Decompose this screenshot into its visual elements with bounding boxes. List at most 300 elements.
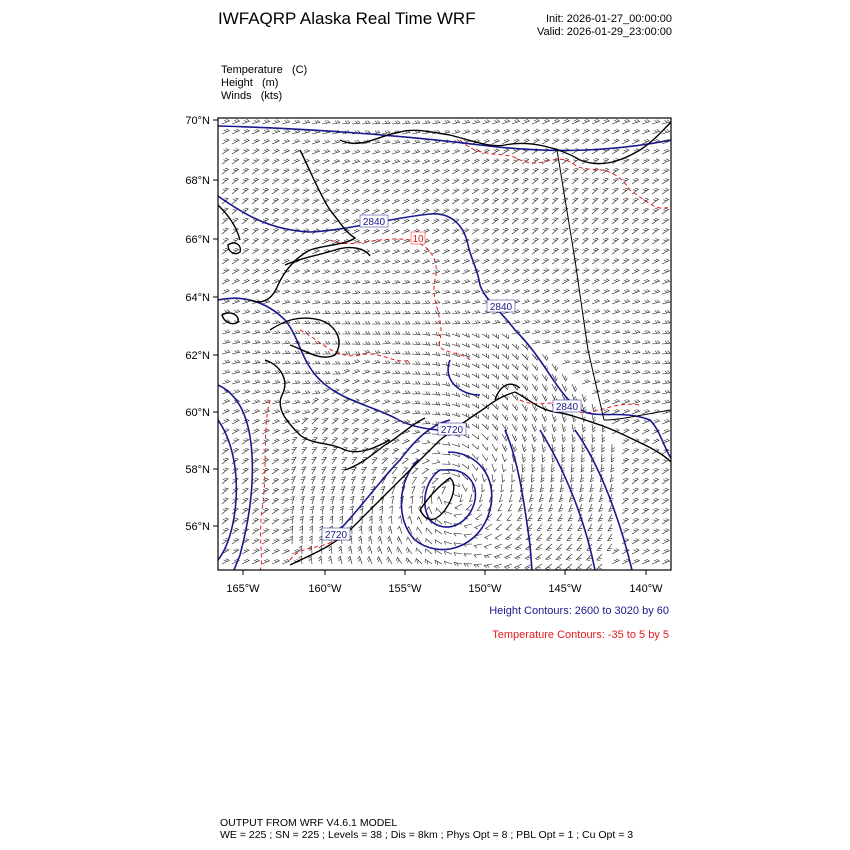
- wind-barb: [602, 228, 608, 234]
- wind-barb: [435, 550, 442, 554]
- wind-barb: [652, 159, 659, 164]
- wind-barb: [372, 380, 380, 384]
- wind-barb: [652, 488, 659, 494]
- wind-barb: [371, 477, 376, 484]
- wind-barb: [452, 363, 460, 367]
- field-name: Temperature: [221, 64, 283, 76]
- wind-barb: [242, 488, 248, 494]
- wind-barb: [380, 506, 383, 514]
- wind-barb: [572, 218, 578, 224]
- wind-barb: [382, 270, 390, 274]
- wind-barb: [542, 424, 547, 432]
- wind-barb: [312, 120, 320, 124]
- wind-barb: [301, 487, 305, 495]
- wind-barb: [477, 504, 482, 511]
- wind-barb: [632, 218, 638, 224]
- wind-barb: [542, 178, 548, 184]
- wind-barb: [522, 330, 530, 334]
- wind-barb: [342, 249, 349, 254]
- wind-barb: [382, 229, 389, 234]
- wind-barb: [422, 372, 430, 375]
- wind-barb: [282, 351, 290, 354]
- wind-barb: [252, 508, 258, 514]
- wind-barb: [462, 279, 470, 284]
- wind-barb: [362, 438, 368, 444]
- wind-barb: [362, 350, 370, 354]
- wind-barb: [608, 524, 613, 531]
- wind-barb: [602, 139, 609, 144]
- temperature-contour: [260, 400, 270, 570]
- wind-barb: [436, 508, 442, 514]
- wind-barb: [282, 120, 290, 124]
- wind-barb: [422, 478, 427, 484]
- wind-barb: [522, 464, 525, 472]
- wind-barb: [351, 467, 356, 474]
- wind-barb: [472, 179, 479, 185]
- wind-barb: [572, 139, 579, 144]
- wind-barb: [242, 129, 249, 134]
- wind-barb: [252, 178, 259, 184]
- wind-barb: [472, 333, 479, 338]
- temperature-contour-note: Temperature Contours: -35 to 5 by 5: [492, 629, 669, 641]
- wind-barb: [232, 419, 239, 424]
- wind-barb: [642, 549, 649, 554]
- wind-barb: [602, 340, 610, 344]
- wind-barb: [652, 360, 660, 364]
- wind-barb: [642, 439, 649, 444]
- wind-barb: [422, 332, 430, 336]
- wind-barb: [312, 331, 320, 334]
- wind-barb: [232, 258, 239, 264]
- wind-barb: [512, 424, 517, 431]
- wind-barb: [342, 120, 350, 124]
- wind-barb: [222, 458, 228, 464]
- wind-barb: [642, 188, 649, 194]
- lat-axis: [213, 120, 218, 526]
- wind-barb: [592, 228, 598, 234]
- field-unit: (m): [261, 77, 279, 89]
- wind-barb: [552, 248, 558, 254]
- wind-barb: [422, 411, 430, 414]
- wind-barb: [512, 208, 518, 214]
- wind-barb: [512, 238, 518, 244]
- wind-barb: [422, 459, 429, 464]
- wind-barb: [582, 320, 590, 324]
- height-contour: [218, 126, 671, 150]
- wind-barb: [590, 474, 594, 482]
- wind-barb: [546, 554, 552, 560]
- wind-barb: [372, 311, 380, 314]
- wind-barb: [292, 139, 300, 144]
- wind-barb: [502, 188, 508, 194]
- wind-barb: [272, 300, 280, 304]
- wind-barb: [484, 564, 492, 568]
- wind-barb: [422, 440, 430, 444]
- wind-barb: [272, 249, 279, 254]
- wind-barb: [352, 448, 357, 454]
- wind-barb: [532, 208, 538, 214]
- wind-barb: [492, 139, 499, 144]
- wind-barb: [442, 442, 450, 445]
- wind-barb: [322, 311, 330, 314]
- wind-barb: [341, 487, 345, 495]
- wind-barb: [452, 343, 460, 347]
- wind-barb: [532, 139, 539, 144]
- wind-barb: [572, 370, 580, 374]
- wind-barb: [572, 384, 577, 391]
- wind-barb: [652, 351, 660, 355]
- wind-barb: [242, 340, 250, 344]
- wind-barb: [342, 331, 350, 334]
- wind-barb: [352, 331, 360, 334]
- wind-barb: [622, 448, 629, 454]
- wind-barb: [322, 408, 328, 414]
- wind-barb: [342, 369, 349, 374]
- wind-barb: [262, 478, 268, 484]
- wind-barb: [262, 350, 270, 354]
- wind-barb: [452, 249, 459, 254]
- wind-barb: [612, 330, 620, 334]
- wind-barb: [557, 524, 562, 531]
- wind-barb: [310, 496, 314, 504]
- wind-barb: [562, 258, 569, 264]
- wind-barb: [452, 269, 460, 274]
- wind-barb: [542, 238, 548, 244]
- wind-barb: [662, 331, 670, 335]
- wind-barb: [632, 139, 639, 144]
- wind-barb: [549, 494, 553, 502]
- wind-barb: [282, 169, 289, 174]
- wind-barb: [442, 332, 450, 336]
- wind-barb: [612, 380, 620, 384]
- wind-barb: [652, 120, 660, 124]
- wind-barb: [612, 129, 619, 134]
- wind-barb: [312, 448, 317, 455]
- wind-barb: [472, 169, 479, 174]
- wind-barb: [462, 363, 469, 368]
- coastline-northwest: [250, 150, 355, 302]
- wind-barb: [402, 321, 410, 324]
- wind-barb: [242, 559, 249, 564]
- wind-barb: [622, 488, 628, 494]
- wind-barb: [472, 464, 478, 470]
- wind-barb: [512, 344, 518, 349]
- wind-barb: [442, 402, 450, 406]
- wind-barb: [422, 120, 430, 124]
- wind-barb: [442, 321, 450, 324]
- wind-barb: [362, 419, 369, 425]
- wind-barb: [472, 290, 480, 294]
- wind-barb: [530, 484, 534, 492]
- wind-barb: [292, 208, 299, 214]
- wind-barb: [642, 429, 649, 434]
- wind-barb: [662, 239, 669, 245]
- wind-barb: [362, 179, 369, 184]
- wind-barb: [552, 178, 558, 184]
- wind-barb: [330, 516, 333, 524]
- wind-barb: [482, 374, 489, 379]
- wind-barb: [432, 451, 440, 454]
- wind-barb: [432, 392, 440, 396]
- wind-barb: [562, 309, 570, 314]
- wind-barb: [382, 311, 390, 314]
- wind-barb: [482, 474, 486, 482]
- wind-barb: [552, 208, 558, 214]
- wind-barb: [252, 198, 258, 204]
- wind-barb: [402, 280, 410, 284]
- wind-barb: [501, 484, 504, 492]
- wind-barb: [482, 364, 489, 369]
- wind-barb: [632, 488, 638, 494]
- wind-barb: [562, 218, 568, 224]
- wind-barb: [472, 404, 479, 409]
- wind-barb: [372, 370, 380, 374]
- wind-barb: [436, 519, 442, 524]
- wind-barb: [472, 343, 479, 348]
- wind-barb: [572, 178, 578, 184]
- wind-barb: [382, 280, 390, 284]
- wind-barb: [342, 301, 350, 305]
- wind-barb: [571, 464, 574, 472]
- wind-barb: [362, 399, 369, 404]
- wind-barb: [442, 209, 449, 214]
- wind-barb: [381, 487, 385, 495]
- wind-barb: [302, 371, 310, 374]
- wind-barb: [612, 549, 619, 554]
- wind-barb: [311, 467, 316, 474]
- wind-barb: [472, 218, 479, 224]
- lon-tick-label: 145°W: [548, 583, 582, 595]
- wind-barb: [232, 178, 238, 184]
- wind-barb: [502, 218, 508, 224]
- wind-barb: [612, 390, 620, 395]
- wind-barb: [402, 169, 409, 174]
- wind-barb: [612, 399, 620, 404]
- wind-barb: [622, 238, 629, 244]
- wind-barb: [512, 188, 518, 194]
- wind-barb: [426, 528, 432, 534]
- wind-barb: [642, 350, 650, 354]
- wind-barb: [592, 208, 598, 214]
- wind-barb: [622, 198, 628, 204]
- wind-barb: [412, 189, 419, 194]
- wind-barb: [342, 438, 348, 444]
- wind-barb: [372, 140, 380, 144]
- wind-barb: [252, 400, 260, 405]
- wind-barb: [432, 352, 440, 356]
- wind-barb: [412, 270, 420, 274]
- wind-barb: [505, 544, 512, 550]
- wind-barb: [566, 564, 572, 570]
- wind-barb: [452, 169, 459, 174]
- wind-barb: [300, 516, 304, 524]
- wind-barb: [378, 536, 382, 544]
- wind-barb: [542, 374, 548, 381]
- wind-barb: [552, 269, 559, 275]
- wind-barb: [312, 361, 320, 364]
- wind-barb: [422, 401, 430, 404]
- wind-barb: [312, 140, 320, 144]
- wind-barb: [642, 380, 650, 384]
- wind-barb: [562, 228, 568, 234]
- wind-barb: [302, 269, 310, 274]
- wind-barb: [592, 434, 595, 442]
- wind-barb: [462, 333, 469, 337]
- wind-barb: [352, 189, 359, 194]
- wind-barb: [652, 149, 659, 154]
- wind-barb: [612, 350, 620, 354]
- wind-barb: [292, 310, 300, 314]
- wind-barb: [442, 269, 450, 274]
- wind-barb: [252, 159, 259, 165]
- wind-barb: [492, 159, 499, 164]
- wind-barb: [392, 209, 399, 214]
- wind-barb: [262, 488, 268, 494]
- wind-barb: [352, 341, 360, 344]
- wind-barb: [432, 259, 440, 264]
- wind-barb: [362, 199, 369, 204]
- wind-barb: [312, 418, 318, 424]
- wind-barb: [252, 259, 259, 264]
- wind-barb: [599, 504, 603, 511]
- wind-barb: [332, 361, 340, 364]
- wind-barb: [562, 384, 567, 391]
- wind-barb: [558, 514, 563, 521]
- wind-barb: [472, 320, 480, 324]
- wind-barb: [542, 258, 549, 264]
- wind-barb: [252, 340, 260, 344]
- wind-barb: [292, 320, 300, 324]
- wind-barb: [302, 179, 309, 184]
- wind-barb: [222, 360, 230, 364]
- wind-barb: [512, 464, 516, 472]
- lon-tick-label: 160°W: [308, 583, 342, 595]
- wind-barb: [412, 361, 420, 364]
- wind-barb: [562, 289, 569, 294]
- wind-barb: [492, 259, 499, 264]
- wind-barb: [232, 269, 239, 274]
- wind-barb: [407, 537, 413, 544]
- wind-barb: [282, 130, 290, 135]
- wind-barb: [476, 514, 482, 520]
- wind-barb: [242, 119, 250, 124]
- wind-barb: [322, 457, 327, 464]
- wind-barb: [282, 300, 290, 304]
- wind-barb: [352, 290, 360, 294]
- wind-barb: [412, 140, 420, 144]
- wind-barb: [512, 198, 518, 204]
- wind-barb: [552, 168, 558, 174]
- wind-barb: [362, 290, 370, 294]
- wind-barb: [562, 424, 566, 432]
- wind-barb: [348, 546, 352, 554]
- wind-barb: [652, 178, 659, 184]
- wind-barb: [598, 534, 603, 541]
- wind-barb: [602, 380, 610, 384]
- wind-barb: [262, 370, 270, 374]
- wind-barb: [372, 169, 380, 174]
- wind-barb: [312, 290, 320, 294]
- wind-barb: [422, 270, 430, 274]
- wind-barb: [282, 361, 290, 365]
- wind-barb: [382, 169, 390, 174]
- wind-barb: [597, 554, 602, 560]
- wind-barb: [222, 518, 228, 524]
- wind-barb: [512, 404, 518, 410]
- wind-barb: [382, 199, 389, 204]
- wind-barb: [282, 549, 289, 554]
- wind-barb: [392, 150, 400, 154]
- wind-barb: [572, 148, 579, 154]
- wind-barb: [522, 454, 526, 462]
- wind-barb: [382, 150, 390, 154]
- wind-barb: [302, 448, 307, 455]
- wind-barb: [505, 554, 512, 559]
- wind-barb: [642, 159, 649, 164]
- lat-tick-label: 56°N: [185, 521, 210, 533]
- wind-barb: [622, 468, 628, 474]
- wind-barb: [351, 487, 355, 495]
- wind-barb: [222, 168, 228, 174]
- wind-barb: [472, 188, 479, 194]
- wind-barb: [322, 418, 328, 424]
- wind-barb: [302, 418, 308, 424]
- wind-barb: [222, 370, 230, 374]
- wind-barb: [532, 269, 539, 274]
- wind-barb: [322, 300, 330, 304]
- wind-barb: [572, 208, 578, 214]
- wind-barb: [242, 228, 248, 234]
- wind-barb: [442, 259, 449, 264]
- wind-barb: [502, 168, 509, 174]
- wind-barb: [452, 310, 460, 314]
- wind-barb: [612, 228, 618, 234]
- wind-barb: [342, 219, 349, 224]
- wind-barb: [572, 269, 579, 275]
- wind-barb: [342, 399, 349, 404]
- wind-barb: [498, 504, 502, 511]
- wind-barb: [412, 342, 420, 345]
- wind-barb: [652, 239, 659, 245]
- wind-barb: [552, 258, 559, 264]
- wind-barb: [392, 429, 399, 434]
- wind-barb: [412, 487, 415, 494]
- wind-barb: [309, 546, 312, 554]
- wind-barb: [642, 458, 649, 464]
- wind-barb: [551, 474, 554, 482]
- wind-barb: [602, 279, 609, 284]
- wind-barb: [292, 179, 299, 184]
- wind-barb: [282, 179, 289, 185]
- wind-barb: [662, 549, 669, 554]
- wind-barb: [622, 340, 630, 344]
- wind-barb: [322, 189, 329, 194]
- wind-barb: [352, 229, 359, 234]
- wind-barb: [292, 380, 300, 384]
- temperature-contour: [330, 239, 470, 360]
- wind-barb: [392, 169, 400, 174]
- wind-barb: [242, 390, 250, 394]
- wind-barb: [299, 546, 302, 554]
- wind-barb: [652, 249, 659, 254]
- wind-barb: [272, 468, 279, 474]
- wind-barb: [492, 384, 498, 389]
- wind-barb: [652, 279, 660, 284]
- wind-barb: [608, 514, 613, 521]
- wind-barb: [302, 280, 310, 284]
- wind-barb: [572, 228, 578, 234]
- wind-barb: [332, 259, 340, 264]
